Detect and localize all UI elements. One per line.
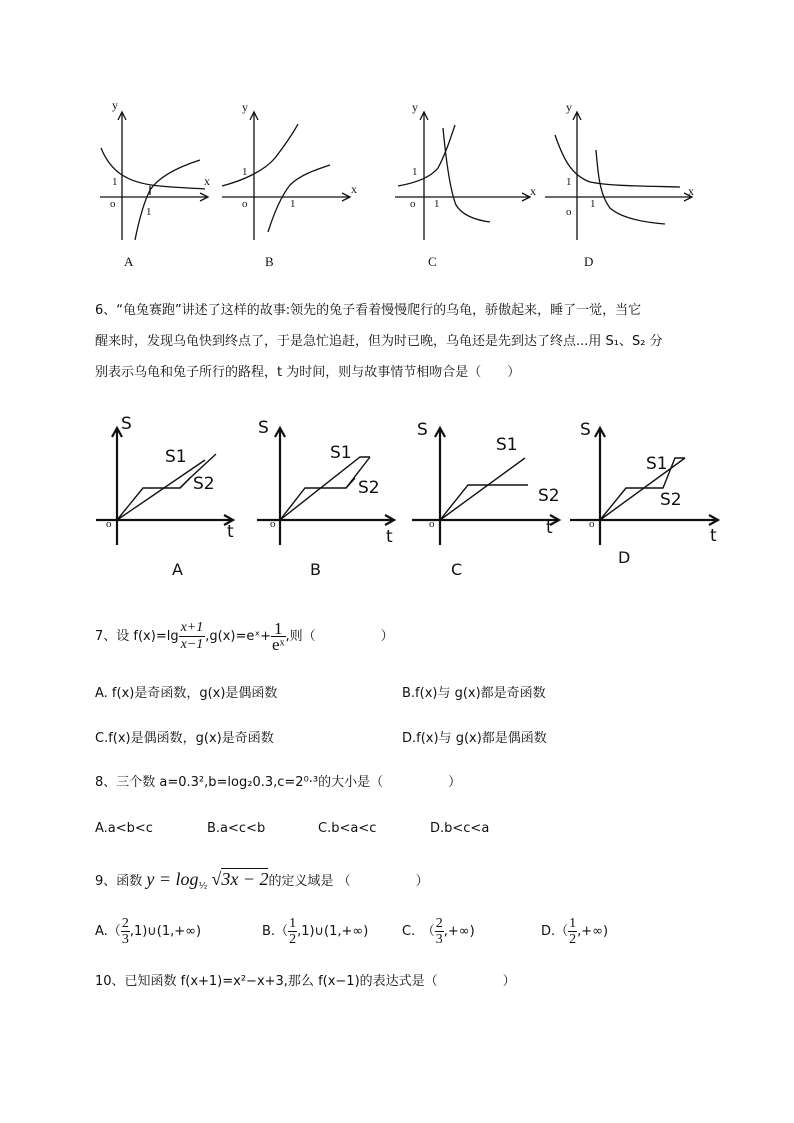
q6-c-t-label: t — [546, 518, 553, 538]
q5-caption-d: D — [584, 254, 594, 269]
q9-option-c — [402, 914, 475, 950]
q6-d-s2-label: S2 — [660, 490, 682, 510]
q9-opt-a-den: 3 — [121, 932, 129, 947]
q9-prefix: 9、函数 — [95, 874, 143, 889]
q9-opt-a-post: ,1)∪(1,+∞) — [129, 924, 202, 939]
q9-option-b — [262, 914, 368, 950]
q5-d-one-x-label: 1 — [590, 198, 596, 210]
q9-opt-d-frac — [568, 916, 577, 947]
q6-d-s1-label: S1 — [646, 454, 668, 474]
q9-opt-d-den: 2 — [569, 932, 577, 947]
q5-a-x-label: x — [204, 174, 210, 188]
q5-b-x-label: x — [351, 182, 357, 196]
q6-b-origin-label: o — [270, 518, 276, 530]
q7-suffix: ,则（ ） — [285, 629, 394, 644]
q8-option-a: A.a<b<c — [95, 821, 153, 836]
q5-c-one-x-label: 1 — [434, 198, 440, 210]
q5-b-one-x-label: 1 — [290, 198, 296, 210]
q8-option-b: B.a<c<b — [207, 821, 266, 836]
q5-b-y-label: y — [242, 100, 248, 114]
q6-b-s1-label: S1 — [330, 443, 352, 463]
q7-fraction — [179, 620, 206, 653]
q5-d-x-label: x — [688, 184, 694, 198]
q9-opt-d-post: ,+∞) — [577, 924, 609, 939]
q5-b-one-label: 1 — [242, 166, 248, 178]
q6-line-1: 6、“龟兔赛跑”讲述了这样的故事:领先的兔子看着慢慢爬行的乌龟，骄傲起来，睡了一觉，当它 — [95, 303, 642, 318]
q9-opt-a-pre: A.（ — [95, 924, 121, 939]
q9-opt-b-frac — [288, 916, 297, 947]
q6-caption-b: B — [310, 560, 321, 579]
q7-frac-num: x+1 — [180, 620, 204, 635]
q5-caption-c: C — [428, 254, 437, 269]
q9-opt-b-den: 2 — [289, 932, 297, 947]
q6-a-t-label: t — [227, 522, 234, 542]
q9-opt-d-pre: D.（ — [541, 924, 569, 939]
q6-caption-a: A — [172, 560, 183, 579]
q9-opt-a-frac — [121, 916, 130, 947]
q9-option-a — [95, 914, 201, 950]
q9-suffix: 的定义域是 （ ） — [268, 874, 429, 889]
q6-b-t-label: t — [386, 527, 393, 547]
q6-d-s-label: S — [580, 420, 591, 440]
q8-option-d: D.b<c<a — [430, 821, 490, 836]
q7-option-a: A. f(x)是奇函数，g(x)是偶函数 — [95, 686, 278, 701]
q9-stem — [95, 864, 429, 894]
q9-opt-c-frac — [435, 916, 444, 947]
q6-c-s2-label: S2 — [538, 486, 560, 506]
q6-d-t-label: t — [710, 526, 717, 546]
q9-opt-d-num: 1 — [569, 916, 577, 931]
q6-a-s-label: S — [121, 414, 132, 434]
q5-d-origin-label: o — [566, 206, 572, 218]
q5-a-y-label: y — [112, 98, 118, 112]
q6-c-s-label: S — [417, 420, 428, 440]
q6-caption-c: C — [451, 560, 463, 579]
q6-c-origin-label: o — [429, 518, 435, 530]
q9-opt-b-num: 1 — [289, 916, 297, 931]
q7-option-d: D.f(x)与 g(x)都是偶函数 — [402, 731, 547, 746]
q7-frac-den: x−1 — [180, 637, 204, 652]
q6-a-s2-label: S2 — [193, 474, 215, 494]
q7-frac2-num: 1 — [271, 621, 285, 637]
q5-a-one-x-label: 1 — [146, 206, 152, 218]
q6-line-3: 别表示乌龟和兔子所行的路程，t 为时间，则与故事情节相吻合是（ ） — [95, 365, 521, 380]
q9-opt-c-den: 3 — [435, 932, 443, 947]
q6-caption-d: D — [618, 548, 631, 567]
q8-option-c: C.b<a<c — [318, 821, 377, 836]
q6-b-s-label: S — [258, 418, 269, 438]
q6-d-origin-label: o — [589, 518, 595, 530]
q7-option-c: C.f(x)是偶函数，g(x)是奇函数 — [95, 731, 274, 746]
q5-a-origin-label: o — [110, 198, 116, 210]
q5-caption-b: B — [265, 254, 274, 269]
q9-option-d — [541, 914, 608, 950]
q9-opt-c-num: 2 — [435, 916, 443, 931]
q6-c-s1-label: S1 — [496, 435, 518, 455]
q9-log-base: ½ — [198, 881, 208, 892]
q5-d-one-label: 1 — [566, 176, 572, 188]
q8-stem: 8、三个数 a=0.3²,b=log₂0.3,c=2⁰·³的大小是（ ） — [95, 775, 462, 790]
q5-b-origin-label: o — [242, 198, 248, 210]
q9-opt-b-pre: B.（ — [262, 924, 289, 939]
q9-formula: y = log — [146, 869, 199, 889]
q5-caption-a: A — [124, 254, 134, 269]
q6-line-2: 醒来时，发现乌龟快到终点了，于是急忙追赶，但为时已晚，乌龟还是先到达了终点...用 S₁、S₂ 分 — [95, 334, 663, 349]
q10-stem: 10、已知函数 f(x+1)=x²−x+3,那么 f(x−1)的表达式是（ ） — [95, 974, 516, 989]
q5-c-one-label: 1 — [412, 166, 418, 178]
q9-opt-c-pre: C. （ — [402, 924, 435, 939]
q5-a-one-label: 1 — [112, 176, 118, 188]
q7-fraction-2 — [271, 621, 285, 652]
q7-stem — [95, 616, 394, 658]
q5-c-y-label: y — [412, 100, 418, 114]
q9-sqrt-icon: √ — [211, 869, 222, 889]
q5-c-origin-label: o — [410, 198, 416, 210]
q7-frac2-den: eˣ — [272, 635, 285, 654]
q9-opt-c-post: ,+∞) — [443, 924, 475, 939]
q6-a-origin-label: o — [106, 518, 112, 530]
q7-mid: ,g(x)=eˣ+ — [205, 629, 272, 644]
q6-b-s2-label: S2 — [358, 478, 380, 498]
q5-graph-a — [0, 0, 794, 280]
q6-a-s1-label: S1 — [165, 447, 187, 467]
q5-graph-a-svg — [0, 0, 794, 280]
q7-option-b: B.f(x)与 g(x)都是奇函数 — [402, 686, 546, 701]
q9-radicand: 3x − 2 — [221, 869, 269, 889]
q9-opt-b-post: ,1)∪(1,+∞) — [297, 924, 369, 939]
q5-d-y-label: y — [566, 100, 572, 114]
q7-prefix: 7、设 f(x)=lg — [95, 629, 179, 644]
q5-c-x-label: x — [530, 184, 536, 198]
q9-opt-a-num: 2 — [121, 916, 129, 931]
